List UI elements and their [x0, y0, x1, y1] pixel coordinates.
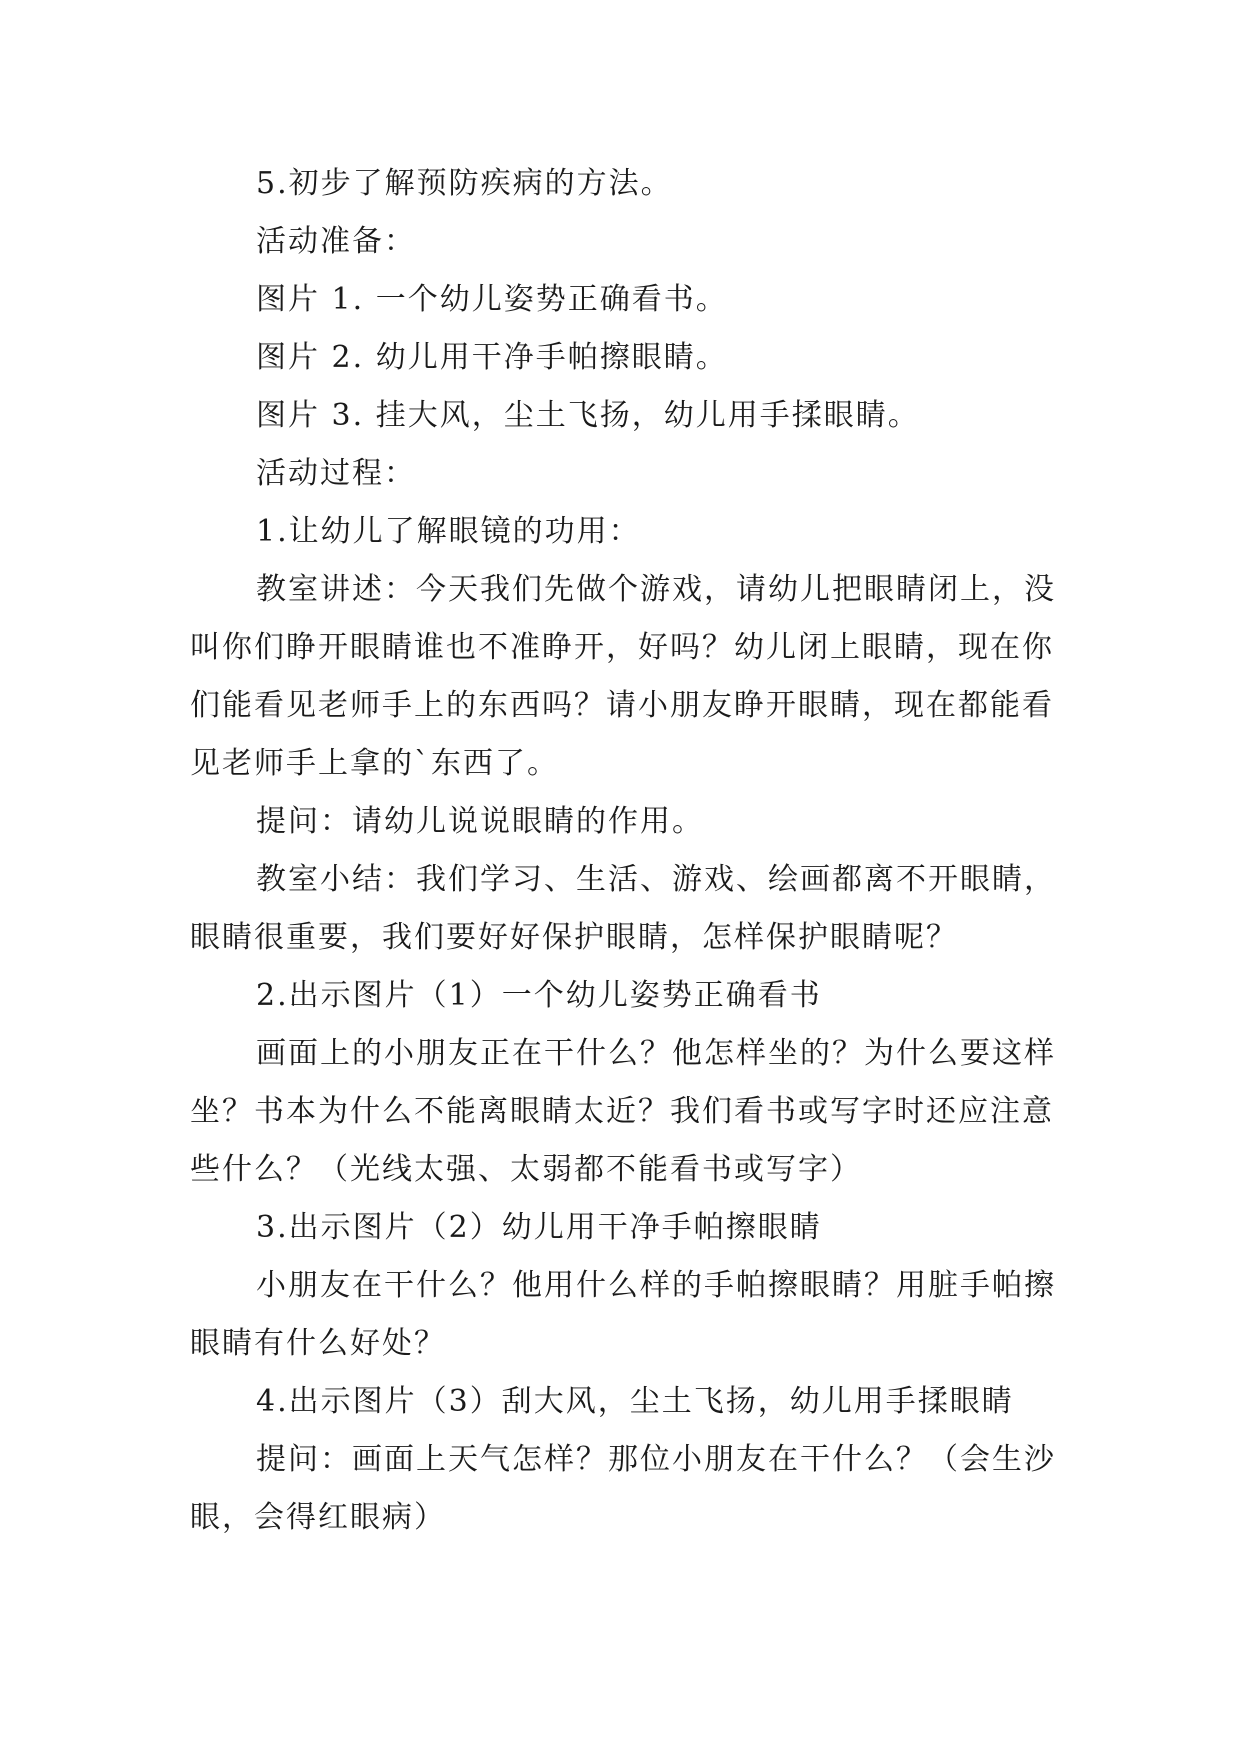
paragraph-step-3: 3.出示图片（2）幼儿用干净手帕擦眼睛 [256, 1210, 822, 1245]
paragraph-picture-1: 图片 1. 一个幼儿姿势正确看书。 [256, 282, 728, 317]
heading-activity-process: 活动过程： [256, 456, 416, 491]
paragraph-step-2-questions: 画面上的小朋友正在干什么？他怎样坐的？为什么要这样坐？书本为什么不能离眼睛太近？我们看书或写字时还应注意些什么？（光线太强、太弱都不能看书或写字） [190, 1036, 1056, 1187]
document-body [190, 155, 1070, 1547]
paragraph-picture-2: 图片 2. 幼儿用干净手帕擦眼睛。 [256, 340, 728, 375]
paragraph-picture-3: 图片 3. 挂大风，尘土飞扬，幼儿用手揉眼睛。 [256, 398, 920, 433]
paragraph-step-2: 2.出示图片（1）一个幼儿姿势正确看书 [256, 978, 822, 1013]
heading-activity-preparation: 活动准备： [256, 224, 416, 259]
paragraph-step-4: 4.出示图片（3）刮大风，尘土飞扬，幼儿用手揉眼睛 [256, 1384, 1014, 1419]
paragraph-step-1: 1.让幼儿了解眼镜的功用： [256, 514, 641, 549]
paragraph-teacher-narration: 教室讲述：今天我们先做个游戏，请幼儿把眼睛闭上，没叫你们睁开眼睛谁也不准睁开，好吗？幼儿闭上眼睛，现在你们能看见老师手上的东西吗？请小朋友睁开眼睛，现在都能看见老师手上拿的`东西了。 [190, 572, 1056, 781]
paragraph-teacher-summary: 教室小结：我们学习、生活、游戏、绘画都离不开眼睛，眼睛很重要，我们要好好保护眼睛，怎样保护眼睛呢？ [190, 862, 1056, 955]
paragraph-step-4-questions: 提问：画面上天气怎样？那位小朋友在干什么？（会生沙眼，会得红眼病） [190, 1442, 1056, 1535]
paragraph-step-3-questions: 小朋友在干什么？他用什么样的手帕擦眼睛？用脏手帕擦眼睛有什么好处？ [190, 1268, 1056, 1361]
paragraph-prevention-goal: 5.初步了解预防疾病的方法。 [256, 166, 673, 201]
paragraph-question-eye-function: 提问：请幼儿说说眼睛的作用。 [256, 804, 704, 839]
